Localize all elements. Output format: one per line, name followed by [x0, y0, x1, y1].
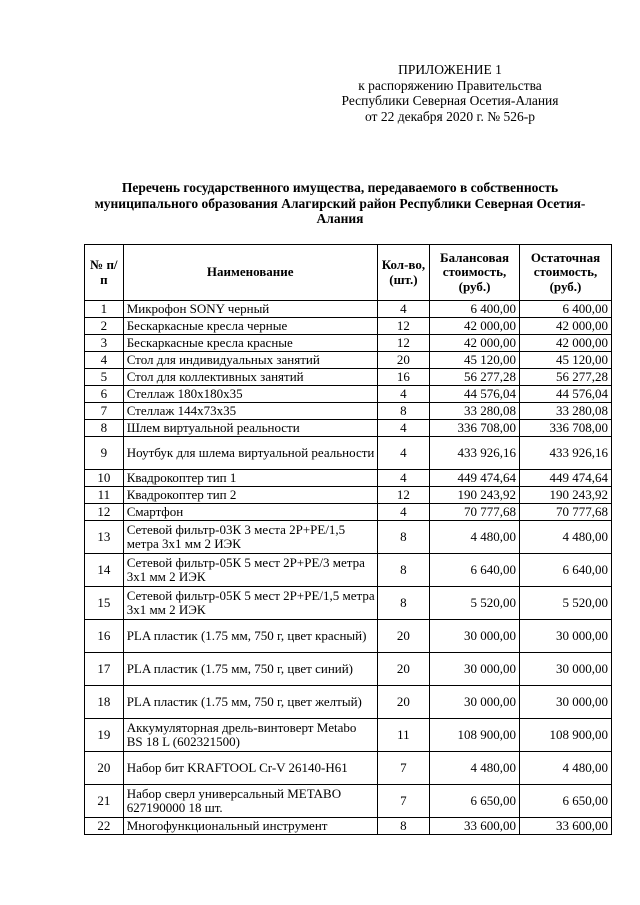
- table-row: [85, 719, 612, 752]
- cell-num: 7: [85, 403, 124, 420]
- header-name: Наименование: [123, 245, 377, 301]
- cell-num: 13: [85, 521, 124, 554]
- cell-qty: 4: [377, 437, 429, 470]
- cell-name: Стеллаж 144х73х35: [123, 403, 377, 420]
- cell-qty: 4: [377, 420, 429, 437]
- cell-qty: 8: [377, 554, 429, 587]
- cell-balance-cost: 42 000,00: [430, 335, 520, 352]
- cell-name: Бескаркасные кресла красные: [123, 335, 377, 352]
- cell-balance-cost: 4 480,00: [430, 752, 520, 785]
- cell-qty: 7: [377, 752, 429, 785]
- cell-balance-cost: 190 243,92: [430, 487, 520, 504]
- cell-residual-cost: 449 474,64: [519, 470, 611, 487]
- cell-num: 3: [85, 335, 124, 352]
- cell-residual-cost: 30 000,00: [519, 653, 611, 686]
- cell-balance-cost: 30 000,00: [430, 653, 520, 686]
- table-row: [85, 335, 612, 352]
- cell-num: 14: [85, 554, 124, 587]
- header-residual-cost: Остаточная стоимость, (руб.): [519, 245, 611, 301]
- table-row: [85, 554, 612, 587]
- cell-name: PLA пластик (1.75 мм, 750 г, цвет желтый): [123, 686, 377, 719]
- cell-residual-cost: 33 280,08: [519, 403, 611, 420]
- cell-balance-cost: 44 576,04: [430, 386, 520, 403]
- cell-qty: 20: [377, 653, 429, 686]
- cell-name: Набор бит KRAFTOOL Cr-V 26140-H61: [123, 752, 377, 785]
- cell-qty: 12: [377, 335, 429, 352]
- table-row: [85, 653, 612, 686]
- table-row: [85, 785, 612, 818]
- cell-name: Сетевой фильтр-03К 3 места 2Р+РЕ/1,5 метра 3х1 мм 2 ИЭК: [123, 521, 377, 554]
- cell-name: Сетевой фильтр-05К 5 мест 2Р+РЕ/1,5 метра 3х1 мм 2 ИЭК: [123, 587, 377, 620]
- cell-residual-cost: 108 900,00: [519, 719, 611, 752]
- table-row: [85, 818, 612, 835]
- header-num: № п/п: [85, 245, 124, 301]
- document-title: Перечень государственного имущества, передаваемого в собственность муниципального образования Алагирский район Республики Северная Осетия-Алания: [94, 180, 586, 226]
- cell-num: 22: [85, 818, 124, 835]
- cell-num: 9: [85, 437, 124, 470]
- table-row: [85, 752, 612, 785]
- cell-residual-cost: 6 400,00: [519, 301, 611, 318]
- table-row: [85, 301, 612, 318]
- cell-residual-cost: 56 277,28: [519, 369, 611, 386]
- cell-num: 4: [85, 352, 124, 369]
- table-body: [85, 301, 612, 835]
- cell-num: 12: [85, 504, 124, 521]
- cell-balance-cost: 5 520,00: [430, 587, 520, 620]
- table-row: [85, 487, 612, 504]
- cell-qty: 16: [377, 369, 429, 386]
- cell-residual-cost: 42 000,00: [519, 318, 611, 335]
- cell-qty: 20: [377, 620, 429, 653]
- cell-name: Многофункциональный инструмент: [123, 818, 377, 835]
- cell-name: Стол для индивидуальных занятий: [123, 352, 377, 369]
- cell-balance-cost: 6 650,00: [430, 785, 520, 818]
- cell-num: 10: [85, 470, 124, 487]
- table-row: [85, 587, 612, 620]
- cell-balance-cost: 449 474,64: [430, 470, 520, 487]
- cell-residual-cost: 30 000,00: [519, 620, 611, 653]
- table-row: [85, 521, 612, 554]
- cell-balance-cost: 30 000,00: [430, 620, 520, 653]
- cell-name: Смартфон: [123, 504, 377, 521]
- cell-residual-cost: 33 600,00: [519, 818, 611, 835]
- cell-num: 2: [85, 318, 124, 335]
- cell-qty: 8: [377, 818, 429, 835]
- cell-qty: 4: [377, 470, 429, 487]
- cell-qty: 20: [377, 352, 429, 369]
- cell-name: Микрофон SONY черный: [123, 301, 377, 318]
- cell-num: 15: [85, 587, 124, 620]
- table-row: [85, 504, 612, 521]
- cell-num: 17: [85, 653, 124, 686]
- table-row: [85, 420, 612, 437]
- cell-balance-cost: 45 120,00: [430, 352, 520, 369]
- cell-balance-cost: 336 708,00: [430, 420, 520, 437]
- cell-balance-cost: 30 000,00: [430, 686, 520, 719]
- cell-residual-cost: 4 480,00: [519, 521, 611, 554]
- header-qty: Кол-во, (шт.): [377, 245, 429, 301]
- cell-residual-cost: 6 640,00: [519, 554, 611, 587]
- cell-residual-cost: 30 000,00: [519, 686, 611, 719]
- cell-qty: 12: [377, 318, 429, 335]
- table-row: [85, 403, 612, 420]
- cell-residual-cost: 336 708,00: [519, 420, 611, 437]
- cell-qty: 8: [377, 521, 429, 554]
- appendix-header: [300, 62, 600, 124]
- cell-name: PLA пластик (1.75 мм, 750 г, цвет синий): [123, 653, 377, 686]
- cell-name: Шлем виртуальной реальности: [123, 420, 377, 437]
- cell-name: Квадрокоптер тип 2: [123, 487, 377, 504]
- cell-balance-cost: 70 777,68: [430, 504, 520, 521]
- table-row: [85, 470, 612, 487]
- table-row: [85, 318, 612, 335]
- cell-residual-cost: 70 777,68: [519, 504, 611, 521]
- cell-residual-cost: 190 243,92: [519, 487, 611, 504]
- table-row: [85, 352, 612, 369]
- cell-residual-cost: 4 480,00: [519, 752, 611, 785]
- table-row: [85, 686, 612, 719]
- cell-qty: 11: [377, 719, 429, 752]
- cell-name: Бескаркасные кресла черные: [123, 318, 377, 335]
- appendix-date-number: от 22 декабря 2020 г. № 526-р: [364, 108, 536, 124]
- table-header-row: [85, 245, 612, 301]
- cell-name: Стеллаж 180х180х35: [123, 386, 377, 403]
- cell-balance-cost: 6 640,00: [430, 554, 520, 587]
- cell-name: Набор сверл универсальный METABO 627190000 18 шт.: [123, 785, 377, 818]
- cell-name: Стол для коллективных занятий: [123, 369, 377, 386]
- cell-balance-cost: 42 000,00: [430, 318, 520, 335]
- cell-name: Ноутбук для шлема виртуальной реальности: [123, 437, 377, 470]
- cell-num: 11: [85, 487, 124, 504]
- property-table: [84, 244, 612, 835]
- appendix-government: Республики Северная Осетия-Алания: [341, 93, 559, 108]
- cell-num: 21: [85, 785, 124, 818]
- cell-residual-cost: 44 576,04: [519, 386, 611, 403]
- cell-num: 19: [85, 719, 124, 752]
- cell-num: 6: [85, 386, 124, 403]
- cell-residual-cost: 5 520,00: [519, 587, 611, 620]
- cell-num: 8: [85, 420, 124, 437]
- cell-balance-cost: 33 600,00: [430, 818, 520, 835]
- cell-residual-cost: 45 120,00: [519, 352, 611, 369]
- cell-num: 16: [85, 620, 124, 653]
- appendix-title: ПРИЛОЖЕНИЕ 1: [398, 62, 502, 77]
- table-row: [85, 369, 612, 386]
- cell-balance-cost: 33 280,08: [430, 403, 520, 420]
- cell-residual-cost: 42 000,00: [519, 335, 611, 352]
- cell-num: 20: [85, 752, 124, 785]
- cell-qty: 20: [377, 686, 429, 719]
- table-row: [85, 386, 612, 403]
- cell-residual-cost: 6 650,00: [519, 785, 611, 818]
- cell-num: 5: [85, 369, 124, 386]
- cell-name: PLA пластик (1.75 мм, 750 г, цвет красный): [123, 620, 377, 653]
- cell-qty: 4: [377, 386, 429, 403]
- cell-name: Аккумуляторная дрель-винтоверт Metabo BS 18 L (602321500): [123, 719, 377, 752]
- cell-qty: 12: [377, 487, 429, 504]
- table-row: [85, 620, 612, 653]
- appendix-order-line: к распоряжению Правительства: [358, 77, 542, 93]
- header-balance-cost: Балансовая стоимость, (руб.): [430, 245, 520, 301]
- cell-residual-cost: 433 926,16: [519, 437, 611, 470]
- cell-balance-cost: 56 277,28: [430, 369, 520, 386]
- cell-qty: 8: [377, 587, 429, 620]
- table-row: [85, 437, 612, 470]
- cell-qty: 8: [377, 403, 429, 420]
- cell-qty: 7: [377, 785, 429, 818]
- cell-name: Квадрокоптер тип 1: [123, 470, 377, 487]
- cell-balance-cost: 6 400,00: [430, 301, 520, 318]
- cell-num: 1: [85, 301, 124, 318]
- cell-qty: 4: [377, 301, 429, 318]
- cell-name: Сетевой фильтр-05К 5 мест 2Р+РЕ/3 метра 3х1 мм 2 ИЭК: [123, 554, 377, 587]
- cell-num: 18: [85, 686, 124, 719]
- cell-balance-cost: 108 900,00: [430, 719, 520, 752]
- cell-balance-cost: 433 926,16: [430, 437, 520, 470]
- cell-qty: 4: [377, 504, 429, 521]
- cell-balance-cost: 4 480,00: [430, 521, 520, 554]
